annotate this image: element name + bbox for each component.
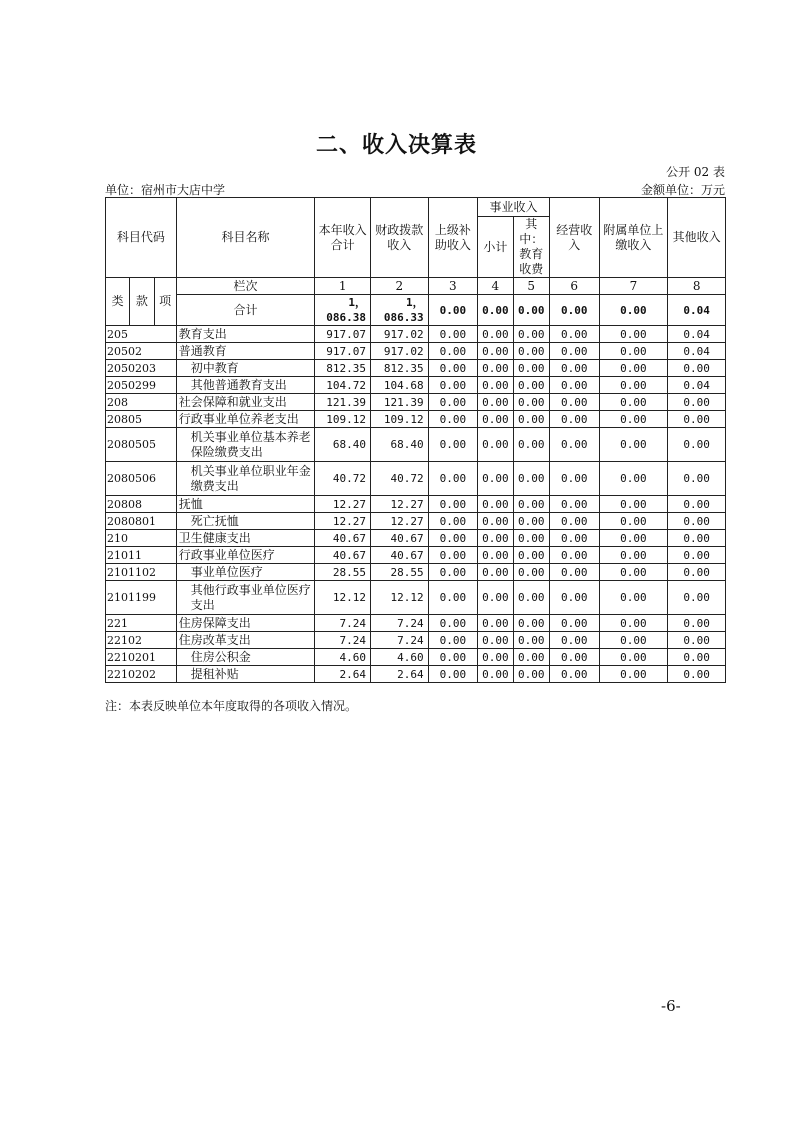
subject-code: 2101102 bbox=[106, 564, 177, 581]
amount-cell: 0.00 bbox=[549, 343, 599, 360]
amount-cell: 0.00 bbox=[478, 343, 513, 360]
amount-cell: 0.00 bbox=[513, 326, 549, 343]
subject-name: 教育支出 bbox=[176, 326, 315, 343]
subject-code: 2080506 bbox=[106, 462, 177, 496]
amount-cell: 0.00 bbox=[549, 462, 599, 496]
amount-cell: 40.67 bbox=[370, 547, 428, 564]
table-row bbox=[106, 632, 726, 649]
subject-code: 2210201 bbox=[106, 649, 177, 666]
header-subtotal: 小计 bbox=[478, 217, 513, 278]
amount-cell: 0.00 bbox=[513, 428, 549, 462]
amount-cell: 12.12 bbox=[315, 581, 371, 615]
amount-cell: 0.00 bbox=[478, 496, 513, 513]
amount-cell: 0.00 bbox=[478, 649, 513, 666]
amount-cell: 0.00 bbox=[549, 377, 599, 394]
col-number: 6 bbox=[549, 278, 599, 295]
subject-name: 其他行政事业单位医疗支出 bbox=[176, 581, 315, 615]
amount-cell: 0.00 bbox=[428, 547, 478, 564]
amount-cell: 812.35 bbox=[370, 360, 428, 377]
amount-cell: 109.12 bbox=[370, 411, 428, 428]
table-row bbox=[106, 666, 726, 683]
amount-cell: 0.00 bbox=[599, 564, 668, 581]
total-value: 0.00 bbox=[549, 295, 599, 326]
amount-cell: 0.00 bbox=[428, 428, 478, 462]
amount-cell: 0.00 bbox=[478, 564, 513, 581]
header-edu-fee: 其中：教育收费 bbox=[513, 217, 549, 278]
amount-cell: 0.00 bbox=[668, 513, 726, 530]
amount-cell: 40.67 bbox=[315, 530, 371, 547]
amount-cell: 0.00 bbox=[668, 666, 726, 683]
subject-code: 2080801 bbox=[106, 513, 177, 530]
subject-code: 2101199 bbox=[106, 581, 177, 615]
amount-cell: 0.00 bbox=[668, 530, 726, 547]
amount-cell: 0.00 bbox=[599, 394, 668, 411]
col-number: 1 bbox=[315, 278, 371, 295]
amount-cell: 0.04 bbox=[668, 377, 726, 394]
table-row bbox=[106, 377, 726, 394]
amount-cell: 0.00 bbox=[513, 581, 549, 615]
form-number: 公开 02 表 bbox=[666, 165, 725, 179]
subject-code: 2210202 bbox=[106, 666, 177, 683]
amount-cell: 104.68 bbox=[370, 377, 428, 394]
amount-cell: 0.00 bbox=[599, 530, 668, 547]
table-row bbox=[106, 547, 726, 564]
col-number: 7 bbox=[599, 278, 668, 295]
table-row bbox=[106, 428, 726, 462]
col-number: 3 bbox=[428, 278, 478, 295]
amount-cell: 12.27 bbox=[370, 496, 428, 513]
header-fiscal: 财政拨款收入 bbox=[370, 198, 428, 278]
amount-cell: 0.00 bbox=[513, 343, 549, 360]
amount-cell: 0.00 bbox=[599, 496, 668, 513]
subject-name: 提租补贴 bbox=[176, 666, 315, 683]
amount-cell: 0.00 bbox=[668, 496, 726, 513]
amount-cell: 104.72 bbox=[315, 377, 371, 394]
total-value: 0.00 bbox=[599, 295, 668, 326]
table-row bbox=[106, 513, 726, 530]
table-row bbox=[106, 343, 726, 360]
total-value: 1，086.38 bbox=[315, 295, 371, 326]
amount-cell: 0.04 bbox=[668, 326, 726, 343]
amount-cell: 0.00 bbox=[549, 564, 599, 581]
subject-name: 行政事业单位医疗 bbox=[176, 547, 315, 564]
header-affiliated: 附属单位上缴收入 bbox=[599, 198, 668, 278]
header-kuan: 款 bbox=[130, 278, 154, 326]
amount-cell: 0.00 bbox=[599, 462, 668, 496]
amount-cell: 0.00 bbox=[428, 343, 478, 360]
amount-cell: 0.00 bbox=[668, 411, 726, 428]
header-career-group: 事业收入 bbox=[478, 198, 550, 217]
amount-cell: 0.00 bbox=[428, 513, 478, 530]
amount-cell: 0.00 bbox=[428, 462, 478, 496]
table-row bbox=[106, 581, 726, 615]
amount-cell: 0.00 bbox=[599, 326, 668, 343]
amount-cell: 0.00 bbox=[668, 581, 726, 615]
table-row bbox=[106, 649, 726, 666]
subject-name: 机关事业单位职业年金缴费支出 bbox=[176, 462, 315, 496]
amount-cell: 0.00 bbox=[549, 632, 599, 649]
amount-cell: 0.00 bbox=[478, 394, 513, 411]
amount-cell: 109.12 bbox=[315, 411, 371, 428]
amount-cell: 121.39 bbox=[370, 394, 428, 411]
amount-cell: 12.27 bbox=[370, 513, 428, 530]
amount-cell: 917.07 bbox=[315, 343, 371, 360]
table-row bbox=[106, 360, 726, 377]
amount-cell: 0.00 bbox=[513, 666, 549, 683]
amount-cell: 0.00 bbox=[668, 462, 726, 496]
subject-code: 210 bbox=[106, 530, 177, 547]
amount-cell: 0.00 bbox=[668, 547, 726, 564]
header-lei: 类 bbox=[106, 278, 130, 326]
amount-cell: 0.00 bbox=[428, 496, 478, 513]
amount-cell: 0.00 bbox=[549, 530, 599, 547]
subject-name: 死亡抚恤 bbox=[176, 513, 315, 530]
page-title: 二、收入决算表 bbox=[315, 133, 477, 158]
col-number: 2 bbox=[370, 278, 428, 295]
header-lanci: 栏次 bbox=[176, 278, 315, 295]
amount-cell: 40.67 bbox=[315, 547, 371, 564]
subject-name: 抚恤 bbox=[176, 496, 315, 513]
amount-cell: 121.39 bbox=[315, 394, 371, 411]
amount-cell: 0.00 bbox=[668, 649, 726, 666]
subject-name: 事业单位医疗 bbox=[176, 564, 315, 581]
amount-cell: 0.00 bbox=[668, 632, 726, 649]
page-number: -6- bbox=[661, 997, 681, 1015]
amount-unit-label: 金额单位：万元 bbox=[640, 183, 725, 197]
table-body bbox=[106, 326, 726, 683]
amount-cell: 0.00 bbox=[428, 581, 478, 615]
amount-cell: 0.00 bbox=[513, 615, 549, 632]
amount-cell: 0.00 bbox=[428, 326, 478, 343]
amount-cell: 0.00 bbox=[428, 530, 478, 547]
amount-cell: 0.00 bbox=[478, 632, 513, 649]
amount-cell: 4.60 bbox=[370, 649, 428, 666]
subject-code: 2050299 bbox=[106, 377, 177, 394]
amount-cell: 0.00 bbox=[513, 547, 549, 564]
total-value: 0.00 bbox=[478, 295, 513, 326]
amount-cell: 0.00 bbox=[549, 411, 599, 428]
amount-cell: 0.00 bbox=[478, 581, 513, 615]
subject-name: 机关事业单位基本养老保险缴费支出 bbox=[176, 428, 315, 462]
amount-cell: 0.00 bbox=[599, 615, 668, 632]
amount-cell: 0.00 bbox=[599, 649, 668, 666]
subject-name: 社会保障和就业支出 bbox=[176, 394, 315, 411]
table-header bbox=[106, 198, 726, 326]
amount-cell: 0.00 bbox=[549, 326, 599, 343]
amount-cell: 0.00 bbox=[668, 428, 726, 462]
amount-cell: 0.00 bbox=[513, 496, 549, 513]
amount-cell: 0.00 bbox=[668, 564, 726, 581]
amount-cell: 0.00 bbox=[513, 462, 549, 496]
total-value: 0.04 bbox=[668, 295, 726, 326]
amount-cell: 0.00 bbox=[478, 530, 513, 547]
amount-cell: 0.00 bbox=[478, 547, 513, 564]
amount-cell: 0.00 bbox=[428, 394, 478, 411]
subject-code: 20502 bbox=[106, 343, 177, 360]
amount-cell: 0.00 bbox=[478, 615, 513, 632]
amount-cell: 0.00 bbox=[478, 377, 513, 394]
amount-cell: 0.00 bbox=[513, 564, 549, 581]
amount-cell: 0.00 bbox=[513, 530, 549, 547]
amount-cell: 2.64 bbox=[370, 666, 428, 683]
amount-cell: 0.00 bbox=[599, 547, 668, 564]
amount-cell: 40.72 bbox=[370, 462, 428, 496]
header-operating: 经营收入 bbox=[549, 198, 599, 278]
amount-cell: 0.00 bbox=[599, 360, 668, 377]
amount-cell: 0.00 bbox=[513, 632, 549, 649]
amount-cell: 0.00 bbox=[478, 326, 513, 343]
col-number: 4 bbox=[478, 278, 513, 295]
amount-cell: 0.00 bbox=[549, 666, 599, 683]
amount-cell: 40.72 bbox=[315, 462, 371, 496]
amount-cell: 7.24 bbox=[370, 615, 428, 632]
amount-cell: 12.12 bbox=[370, 581, 428, 615]
subject-code: 22102 bbox=[106, 632, 177, 649]
amount-cell: 0.00 bbox=[668, 615, 726, 632]
amount-cell: 0.00 bbox=[668, 360, 726, 377]
amount-cell: 0.00 bbox=[428, 649, 478, 666]
amount-cell: 0.00 bbox=[549, 649, 599, 666]
amount-cell: 0.00 bbox=[668, 394, 726, 411]
subject-name: 其他普通教育支出 bbox=[176, 377, 315, 394]
amount-cell: 12.27 bbox=[315, 513, 371, 530]
amount-cell: 0.00 bbox=[549, 581, 599, 615]
amount-cell: 0.00 bbox=[549, 513, 599, 530]
subject-code: 21011 bbox=[106, 547, 177, 564]
amount-cell: 0.00 bbox=[599, 581, 668, 615]
header-total: 本年收入合计 bbox=[315, 198, 371, 278]
amount-cell: 0.00 bbox=[513, 513, 549, 530]
amount-cell: 0.00 bbox=[478, 428, 513, 462]
header-subject-name: 科目名称 bbox=[176, 198, 315, 278]
subject-code: 20805 bbox=[106, 411, 177, 428]
amount-cell: 917.02 bbox=[370, 343, 428, 360]
amount-cell: 0.00 bbox=[549, 547, 599, 564]
amount-cell: 0.00 bbox=[513, 411, 549, 428]
subject-name: 普通教育 bbox=[176, 343, 315, 360]
table-row bbox=[106, 462, 726, 496]
subject-name: 住房公积金 bbox=[176, 649, 315, 666]
amount-cell: 0.00 bbox=[428, 632, 478, 649]
amount-cell: 0.00 bbox=[549, 615, 599, 632]
amount-cell: 0.00 bbox=[428, 615, 478, 632]
amount-cell: 7.24 bbox=[315, 632, 371, 649]
subject-name: 住房改革支出 bbox=[176, 632, 315, 649]
subject-code: 2080505 bbox=[106, 428, 177, 462]
amount-cell: 68.40 bbox=[315, 428, 371, 462]
amount-cell: 0.00 bbox=[599, 411, 668, 428]
amount-cell: 0.00 bbox=[428, 377, 478, 394]
amount-cell: 2.64 bbox=[315, 666, 371, 683]
amount-cell: 0.00 bbox=[478, 462, 513, 496]
amount-cell: 40.67 bbox=[370, 530, 428, 547]
amount-cell: 0.00 bbox=[513, 394, 549, 411]
income-table bbox=[105, 197, 726, 683]
amount-cell: 0.00 bbox=[599, 632, 668, 649]
table-row bbox=[106, 564, 726, 581]
total-label: 合计 bbox=[176, 295, 315, 326]
table-row bbox=[106, 411, 726, 428]
amount-cell: 0.00 bbox=[513, 360, 549, 377]
amount-cell: 0.00 bbox=[599, 343, 668, 360]
subject-name: 初中教育 bbox=[176, 360, 315, 377]
amount-cell: 0.00 bbox=[549, 360, 599, 377]
amount-cell: 0.00 bbox=[513, 377, 549, 394]
total-value: 0.00 bbox=[513, 295, 549, 326]
table-row bbox=[106, 530, 726, 547]
amount-cell: 0.00 bbox=[428, 666, 478, 683]
amount-cell: 0.00 bbox=[599, 513, 668, 530]
total-value: 1，086.33 bbox=[370, 295, 428, 326]
amount-cell: 0.04 bbox=[668, 343, 726, 360]
amount-cell: 0.00 bbox=[478, 666, 513, 683]
total-value: 0.00 bbox=[428, 295, 478, 326]
subject-code: 20808 bbox=[106, 496, 177, 513]
subject-name: 住房保障支出 bbox=[176, 615, 315, 632]
header-subject-code: 科目代码 bbox=[106, 198, 177, 278]
amount-cell: 812.35 bbox=[315, 360, 371, 377]
subject-code: 208 bbox=[106, 394, 177, 411]
unit-label: 单位：宿州市大店中学 bbox=[105, 183, 226, 197]
amount-cell: 0.00 bbox=[599, 377, 668, 394]
header-xiang: 项 bbox=[154, 278, 176, 326]
amount-cell: 4.60 bbox=[315, 649, 371, 666]
amount-cell: 0.00 bbox=[478, 411, 513, 428]
amount-cell: 0.00 bbox=[428, 564, 478, 581]
amount-cell: 0.00 bbox=[428, 411, 478, 428]
amount-cell: 7.24 bbox=[315, 615, 371, 632]
amount-cell: 917.02 bbox=[370, 326, 428, 343]
amount-cell: 0.00 bbox=[428, 360, 478, 377]
amount-cell: 12.27 bbox=[315, 496, 371, 513]
table-row bbox=[106, 496, 726, 513]
subject-code: 205 bbox=[106, 326, 177, 343]
amount-cell: 28.55 bbox=[370, 564, 428, 581]
amount-cell: 0.00 bbox=[549, 394, 599, 411]
amount-cell: 917.07 bbox=[315, 326, 371, 343]
table-row bbox=[106, 326, 726, 343]
amount-cell: 68.40 bbox=[370, 428, 428, 462]
amount-cell: 7.24 bbox=[370, 632, 428, 649]
subject-name: 卫生健康支出 bbox=[176, 530, 315, 547]
total-row bbox=[106, 295, 726, 326]
header-other: 其他收入 bbox=[668, 198, 726, 278]
amount-cell: 0.00 bbox=[549, 428, 599, 462]
amount-cell: 28.55 bbox=[315, 564, 371, 581]
amount-cell: 0.00 bbox=[599, 666, 668, 683]
table-row bbox=[106, 394, 726, 411]
table-row bbox=[106, 615, 726, 632]
amount-cell: 0.00 bbox=[513, 649, 549, 666]
amount-cell: 0.00 bbox=[549, 496, 599, 513]
table-note: 注：本表反映单位本年度取得的各项收入情况。 bbox=[105, 699, 358, 713]
subject-code: 221 bbox=[106, 615, 177, 632]
col-number: 5 bbox=[513, 278, 549, 295]
header-superior: 上级补助收入 bbox=[428, 198, 478, 278]
amount-cell: 0.00 bbox=[599, 428, 668, 462]
amount-cell: 0.00 bbox=[478, 513, 513, 530]
subject-code: 2050203 bbox=[106, 360, 177, 377]
subject-name: 行政事业单位养老支出 bbox=[176, 411, 315, 428]
col-number: 8 bbox=[668, 278, 726, 295]
amount-cell: 0.00 bbox=[478, 360, 513, 377]
